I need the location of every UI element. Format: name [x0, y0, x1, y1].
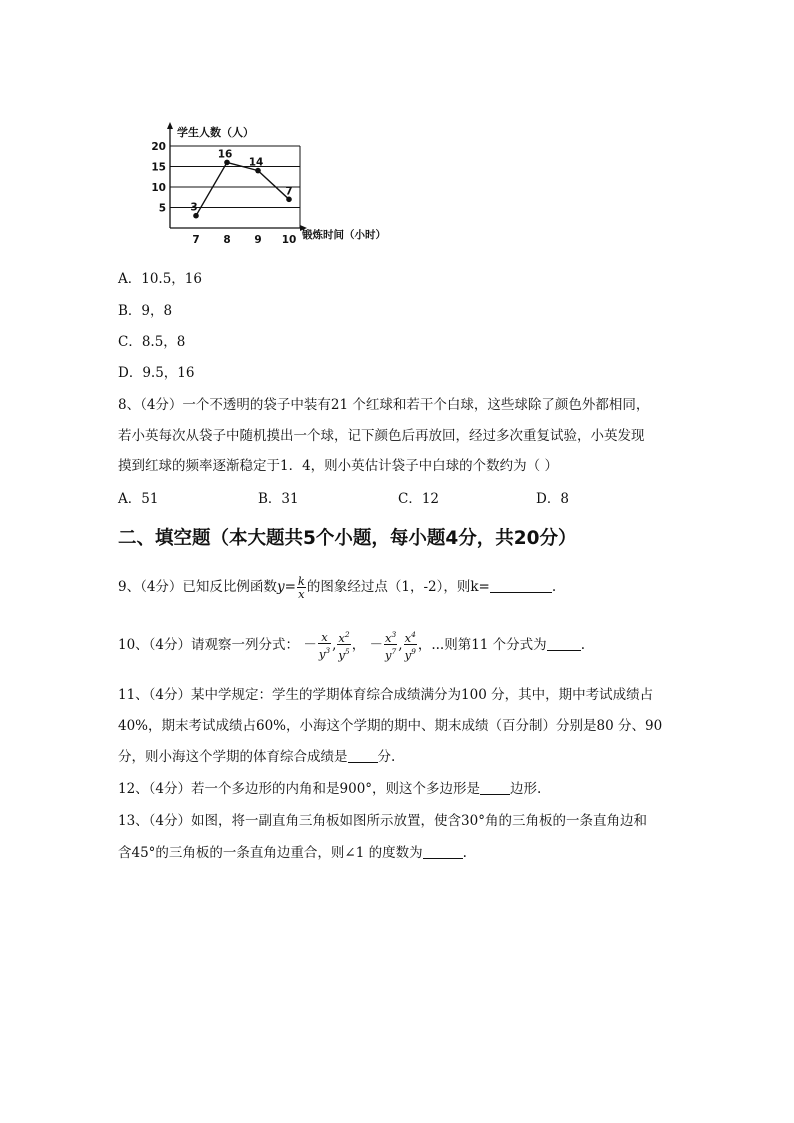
q9-prefix: 9、（4分）已知反比例函数 [118, 579, 277, 595]
x-tick-label: 9 [254, 234, 262, 246]
data-label: 16 [217, 148, 233, 161]
q10-f2-den-exp: 5 [344, 647, 350, 656]
y-tick-label: 5 [158, 202, 166, 215]
q10: 10、（4分）请观察一列分式： － $\frac{x}{y^3}$ , $\frac{x^2}{y^5}$ ， － $\frac{x^3}{y^7}$ , $\frac{x^4}{y^9}$ ，...则第11 个分式为 . [118, 629, 585, 662]
q10-f3-den-exp: 7 [391, 647, 397, 656]
q9-answer-blank [490, 580, 552, 593]
q10-suffix: ，...则第11 个分式为 [417, 637, 547, 653]
option-a: A．10.5，16 [118, 271, 202, 287]
q9-end: . [551, 579, 557, 595]
q10-f3-den-base: y [384, 648, 392, 662]
q9-numerator: k [297, 573, 305, 588]
option-b: B．9，8 [118, 303, 173, 319]
q10-f2-den [337, 644, 350, 662]
x-axis-title: 锻炼时间（小时） [302, 229, 386, 241]
q8-line-3: 摸到红球的频率逐渐稳定于1．4，则小英估计袋子中白球的个数约为（ ） [118, 458, 558, 474]
q8-option-b: B．31 [258, 491, 299, 507]
option-c: C．8.5，8 [118, 334, 186, 350]
q10-f3-num-exp: 3 [391, 630, 397, 639]
q10-f4-num [404, 629, 417, 644]
q8-option-d: D．8 [536, 491, 569, 507]
q13-line-2-prefix: 含45°的三角板的一条直角边重合，则∠1 的度数为 [118, 845, 423, 861]
q10-f4-den [404, 644, 417, 662]
line-chart [150, 118, 410, 258]
q13-line-1: 13、（4分）如图，将一副直角三角板如图所示放置，使含30°角的三角板的一条直角边和 [118, 813, 647, 829]
q10-f4-num-base: x [404, 631, 412, 645]
q11-line-3 [118, 748, 395, 766]
y-tick-label: 20 [151, 141, 166, 153]
y-axis-title: 学生人数（人） [177, 126, 254, 139]
q10-sign-3: － [369, 637, 383, 653]
data-label: 7 [285, 185, 293, 198]
q12-suffix: 边形. [510, 781, 542, 797]
q10-sign-1: － [303, 637, 317, 653]
q11-line-1: 11、（4分）某中学规定：学生的学期体育综合成绩满分为100 分，其中，期中考试成绩占 [118, 687, 654, 703]
q12-answer-blank [480, 782, 510, 795]
data-label: 3 [190, 201, 198, 214]
y-tick-label: 10 [151, 182, 166, 194]
q9-equals: = [284, 579, 296, 595]
y-axis-arrow [167, 122, 173, 129]
data-label: 14 [248, 156, 264, 169]
q10-f2-num-base: x [338, 631, 345, 645]
q11-line-3-suffix: 分. [377, 749, 396, 765]
data-point [286, 197, 292, 203]
q10-fraction-1 [318, 631, 331, 661]
q9-denominator: x [298, 586, 305, 601]
q10-fraction-2 [337, 629, 350, 662]
q10-answer-blank [547, 638, 581, 651]
data-point [193, 213, 199, 219]
q11-line-2: 40%，期末考试成绩占60%，小海这个学期的期中、期末成绩（百分制）分别是80 分、90 [118, 718, 663, 734]
q10-f4-num-exp: 4 [411, 630, 416, 639]
q10-f3-den [384, 644, 397, 662]
option-d: D．9.5，16 [118, 365, 195, 381]
q10-fraction-4 [404, 629, 417, 662]
q9-suffix: 的图象经过点（1，-2），则k= [306, 579, 490, 595]
x-tick-label: 7 [192, 234, 200, 246]
section-heading: 二、填空题（本大题共5个小题，每小题4分，共20分） [118, 528, 577, 549]
q13-line-2 [118, 844, 467, 862]
q12-prefix: 12、（4分）若一个多边形的内角和是900°，则这个多边形是 [118, 781, 481, 797]
q10-f4-den-exp: 9 [411, 647, 416, 656]
q13-line-2-suffix: . [462, 845, 467, 861]
data-point [224, 160, 230, 166]
q11-line-3-prefix: 分，则小海这个学期的体育综合成绩是 [118, 749, 348, 765]
q10-f1-den-exp: 3 [325, 645, 331, 655]
q10-f2-num [337, 629, 350, 644]
q10-f1-den [318, 643, 331, 661]
q13-answer-blank [423, 846, 463, 859]
q9-func-y: y [276, 579, 285, 595]
x-tick-label: 10 [281, 234, 297, 246]
data-point [255, 168, 261, 174]
y-tick-label: 15 [151, 161, 166, 174]
q10-f3-num-base: x [384, 631, 392, 645]
q8-option-a: A．51 [118, 491, 159, 507]
x-tick-label: 8 [223, 234, 231, 246]
q8-line-2: 若小英每次从袋子中随机摸出一个球，记下颜色后再放回，经过多次重复试验，小英发现 [118, 428, 645, 444]
q10-f2-num-exp: 2 [344, 630, 350, 639]
q10-f4-den-base: y [404, 648, 412, 662]
q10-fraction-3 [384, 629, 397, 662]
q10-prefix: 10、（4分）请观察一列分式： [118, 637, 300, 653]
q10-f1-num: x [321, 629, 328, 644]
q10-end: . [580, 637, 585, 653]
q8-line-1: 8、（4分）一个不透明的袋子中装有21 个红球和若干个白球，这些球除了颜色外都相同， [118, 397, 650, 413]
q10-f1-den-base: y [318, 646, 326, 661]
q9 [118, 572, 556, 602]
q10-f2-den-base: y [338, 648, 345, 662]
q11-answer-blank [348, 750, 378, 763]
q12 [118, 780, 541, 798]
q9-fraction [297, 575, 306, 601]
q10-f3-num [384, 629, 397, 644]
q8-option-c: C．12 [398, 491, 440, 507]
